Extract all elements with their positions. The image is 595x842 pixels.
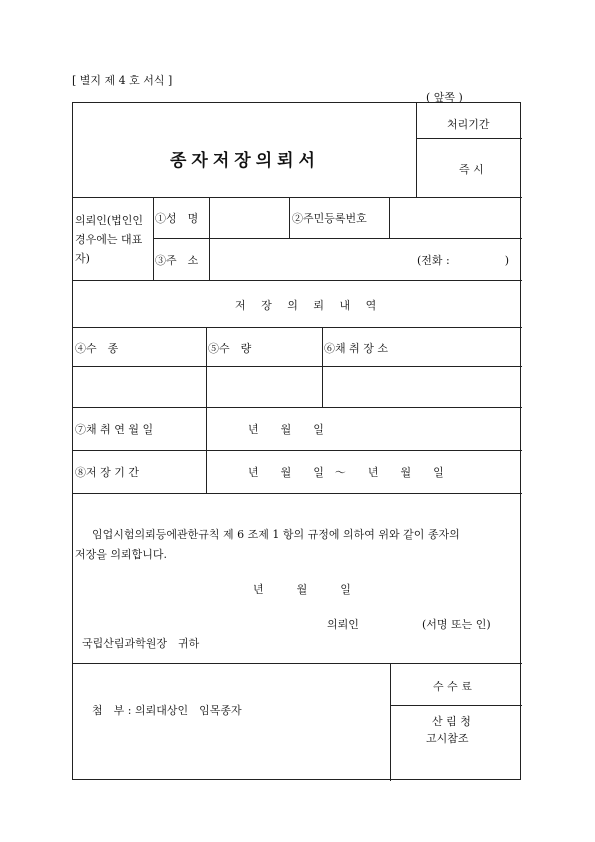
processing-period-value: 즉 시 xyxy=(459,163,484,176)
divider xyxy=(416,103,417,197)
divider xyxy=(206,407,207,493)
fee-note: 산 림 청 xyxy=(432,715,471,728)
fee-note: 고시참조 xyxy=(426,732,469,745)
applicant-label: 자) xyxy=(75,252,90,265)
quantity-label: ⑤수 량 xyxy=(208,342,252,355)
collection-place-label: ⑥채 취 장 소 xyxy=(324,342,388,355)
phone-label: (전화 : ) xyxy=(417,254,510,267)
collection-date-label: ⑦채 취 연 월 일 xyxy=(75,423,154,436)
processing-period-label: 처리기간 xyxy=(447,118,490,131)
divider xyxy=(73,407,522,408)
front-side-label: ( 앞쪽 ) xyxy=(426,91,463,104)
divider xyxy=(73,197,522,198)
divider xyxy=(73,280,522,281)
divider xyxy=(153,197,154,280)
request-date: 년 월 일 xyxy=(253,583,351,596)
applicant-label: 의뢰인(법인인 xyxy=(75,214,144,227)
divider xyxy=(73,663,522,664)
divider xyxy=(73,493,522,494)
divider xyxy=(289,197,290,238)
name-label: ①성 명 xyxy=(155,212,199,225)
collection-date-value: 년 월 일 xyxy=(248,423,324,436)
registration-number-label: ②주민등록번호 xyxy=(292,212,367,225)
divider xyxy=(416,138,522,139)
divider xyxy=(73,366,522,367)
storage-period-label: ⑧저 장 기 간 xyxy=(75,466,139,479)
species-label: ④수 종 xyxy=(75,342,119,355)
divider xyxy=(322,327,323,407)
form-title: 종자저장의뢰서 xyxy=(170,151,320,171)
address-label: ③주 소 xyxy=(155,254,199,267)
divider xyxy=(73,327,522,328)
storage-period-value: 년 월 일 ～ 년 월 일 xyxy=(248,466,444,479)
fee-label: 수 수 료 xyxy=(433,680,472,693)
divider xyxy=(390,705,522,706)
divider xyxy=(73,450,522,451)
divider xyxy=(390,663,391,781)
request-body-line: 저장을 의뢰합니다. xyxy=(75,548,168,561)
attachment-note: 첨 부 : 의뢰대상인 임목종자 xyxy=(92,704,242,717)
addressee: 국립산림과학원장 귀하 xyxy=(82,637,200,650)
applicant-label: 경우에는 대표 xyxy=(75,233,143,246)
seed-storage-request-form xyxy=(72,102,521,780)
details-section-title: 저 장 의 뢰 내 역 xyxy=(235,299,383,312)
divider xyxy=(206,327,207,407)
divider xyxy=(209,197,210,280)
form-number-label: [ 별지 제 4 호 서식 ] xyxy=(72,74,173,87)
divider xyxy=(389,197,390,238)
request-body-line: 임업시험의뢰등에관한규칙 제 6 조제 1 항의 규정에 의하여 위와 같이 종자의 xyxy=(92,528,460,541)
signature-note: (서명 또는 인) xyxy=(422,618,491,631)
signer-label: 의뢰인 xyxy=(327,618,359,631)
